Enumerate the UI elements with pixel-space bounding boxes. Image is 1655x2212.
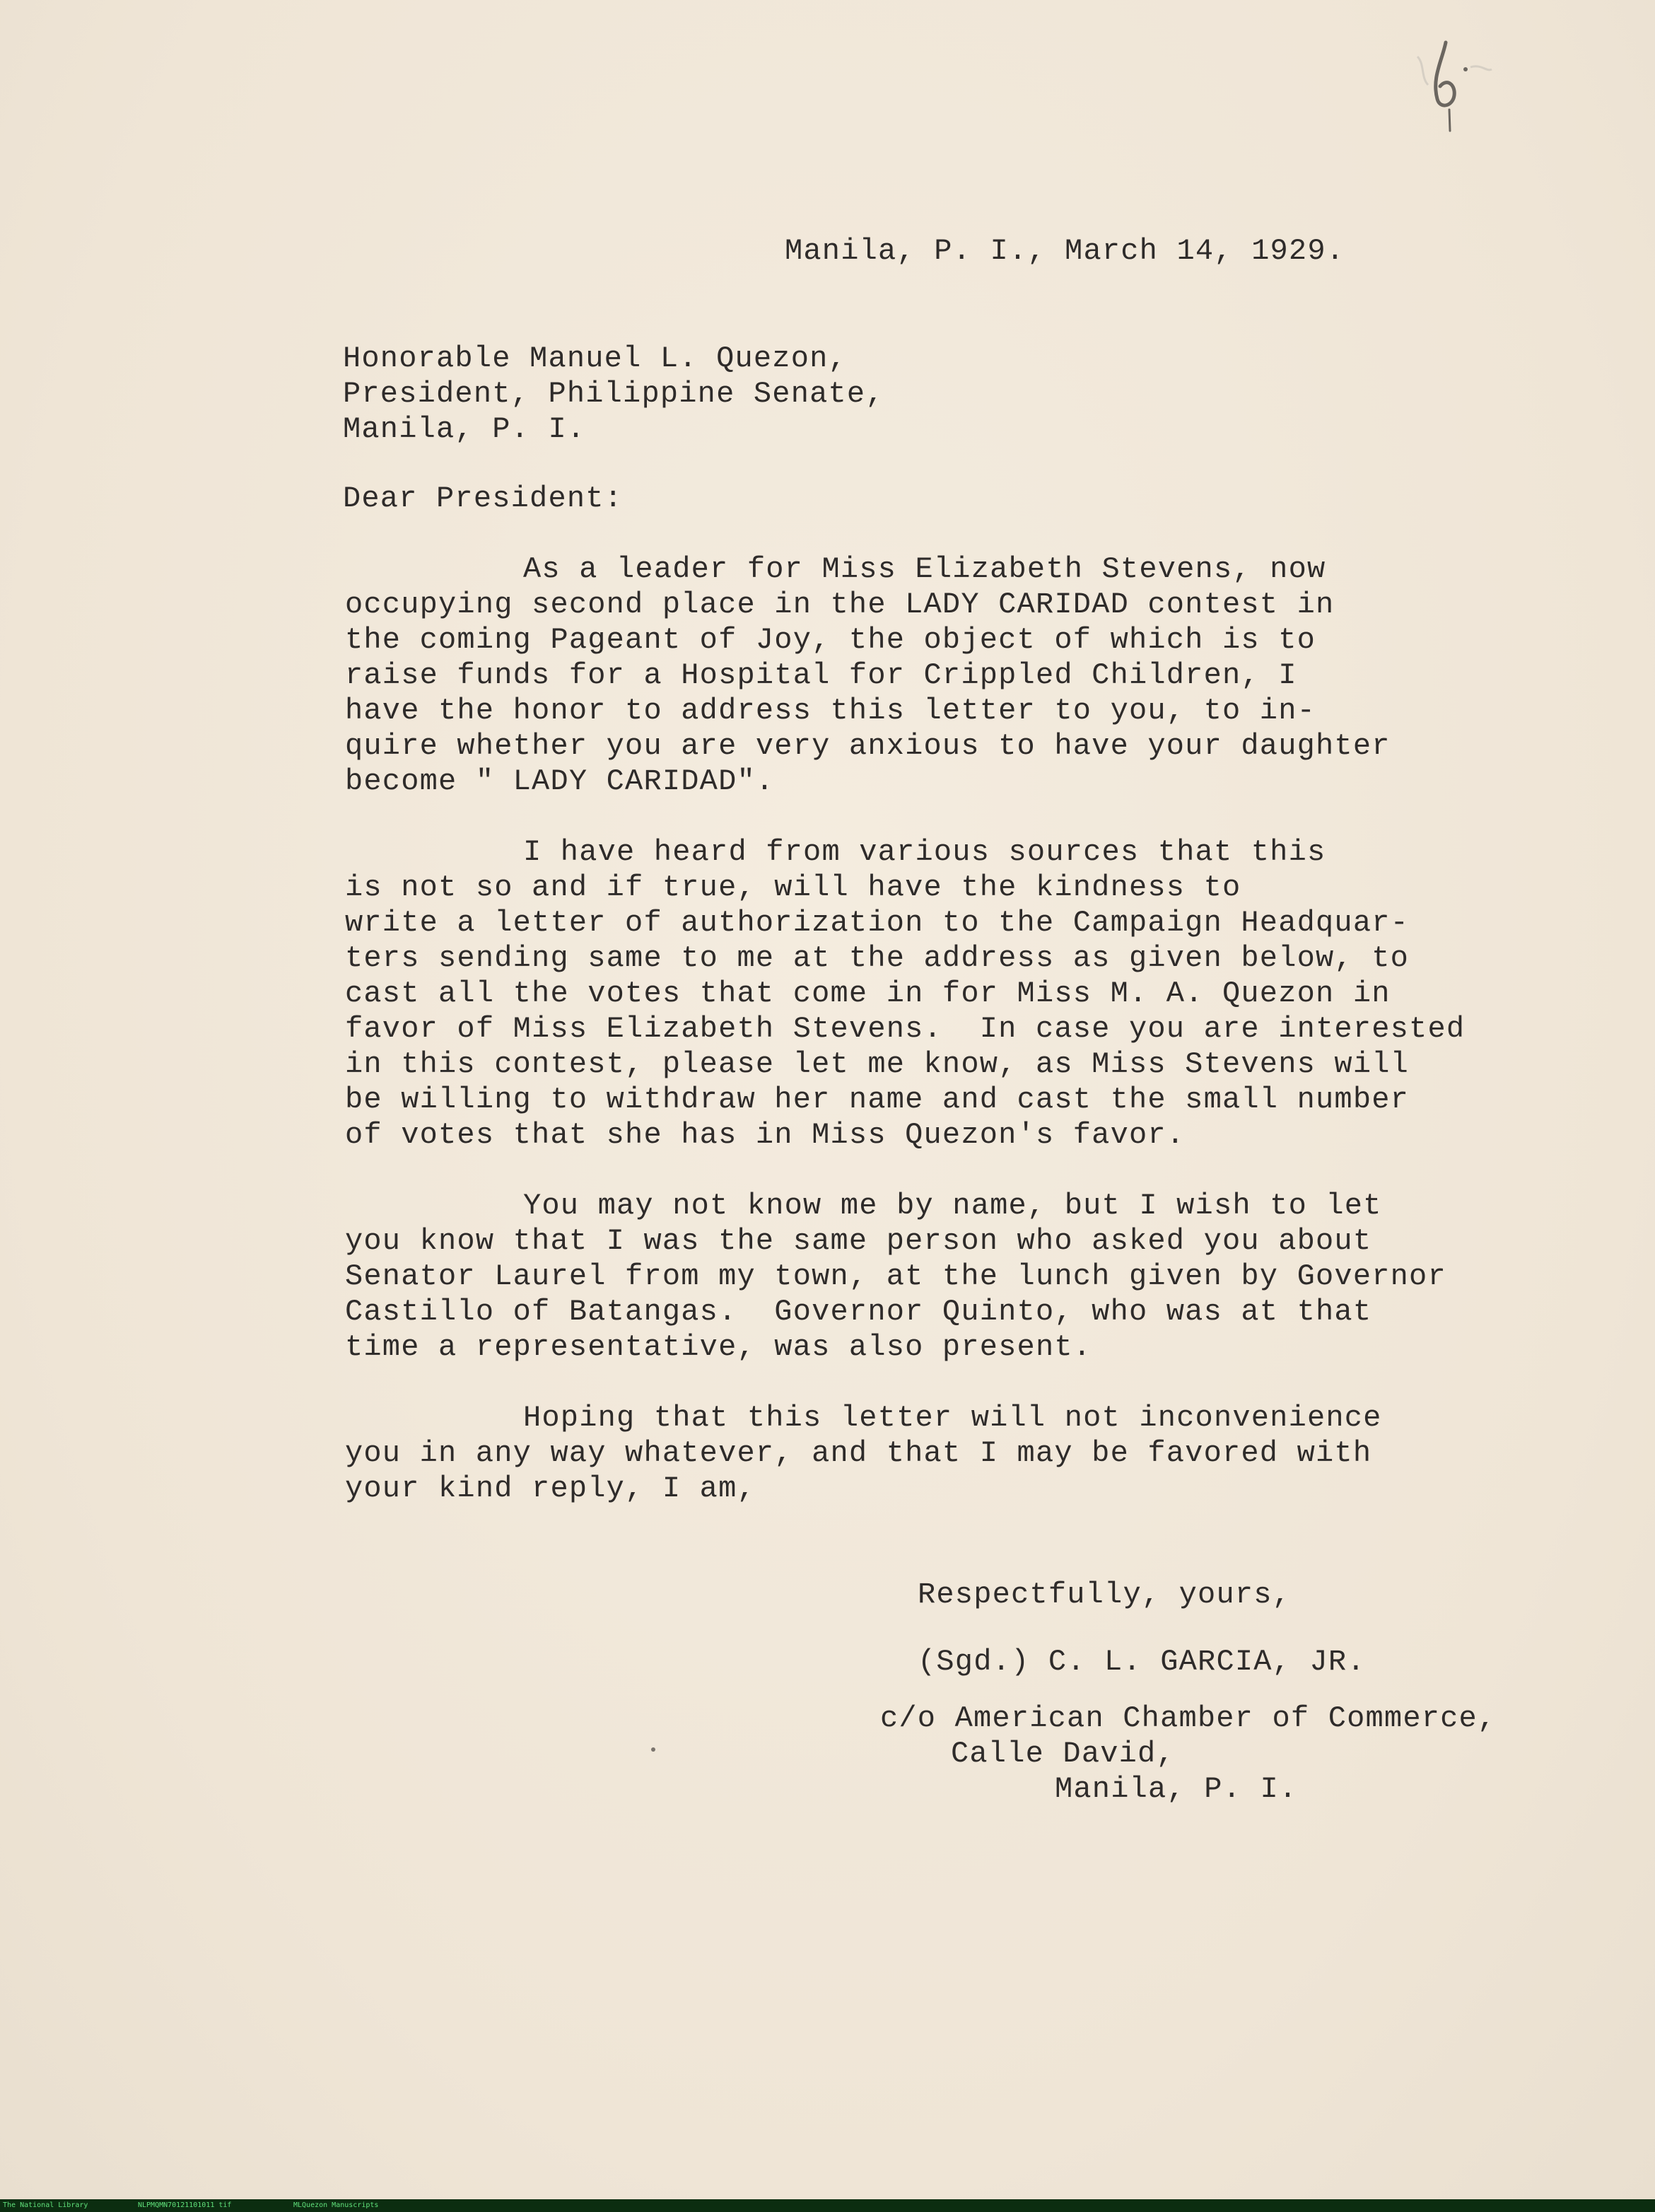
recipient-line: Manila, P. I. xyxy=(343,412,586,446)
letter-date: Manila, P. I., March 14, 1929. xyxy=(785,234,1345,268)
sender-address-line: Manila, P. I. xyxy=(1055,1772,1298,1806)
sender-address-line: Calle David, xyxy=(951,1737,1175,1771)
salutation: Dear President: xyxy=(343,482,624,516)
recipient-line: Honorable Manuel L. Quezon, xyxy=(343,342,847,376)
footer-file: NLPMQMN70121101011 tif xyxy=(138,2201,232,2209)
signature: (Sgd.) C. L. GARCIA, JR. xyxy=(918,1645,1366,1679)
paragraph-4-line: you in any way whatever, and that I may be favored with xyxy=(345,1436,1372,1470)
recipient-line: President, Philippine Senate, xyxy=(343,377,884,411)
paragraph-1-line: raise funds for a Hospital for Crippled Children, I xyxy=(345,658,1297,692)
paragraph-2-line: cast all the votes that come in for Miss M. A. Quezon in xyxy=(345,977,1391,1011)
ink-speck xyxy=(650,1747,656,1752)
paragraph-3-line: Senator Laurel from my town, at the lunch given by Governor xyxy=(345,1259,1446,1293)
paragraph-1-line: become " LADY CARIDAD". xyxy=(345,764,775,798)
paragraph-1-line: occupying second place in the LADY CARIDAD contest in xyxy=(345,588,1335,622)
paragraph-2-line: ters sending same to me at the address as given below, to xyxy=(345,941,1410,975)
footer-library: The National Library xyxy=(3,2201,88,2209)
paragraph-4-line: your kind reply, I am, xyxy=(345,1472,756,1506)
paragraph-3-line: You may not know me by name, but I wish to let xyxy=(523,1189,1382,1223)
paragraph-1-line: As a leader for Miss Elizabeth Stevens, now xyxy=(523,552,1326,586)
paragraph-3-line: time a representative, was also present. xyxy=(345,1330,1092,1364)
paragraph-1-line: have the honor to address this letter to you, to in- xyxy=(345,694,1316,728)
sender-address-line: c/o American Chamber of Commerce, xyxy=(880,1701,1497,1735)
archive-footer-bar xyxy=(0,2199,1655,2212)
paragraph-3-line: you know that I was the same person who asked you about xyxy=(345,1224,1372,1258)
paragraph-2-line: be willing to withdraw her name and cast the small number xyxy=(345,1083,1410,1117)
closing: Respectfully, yours, xyxy=(918,1578,1292,1612)
paragraph-2-line: in this contest, please let me know, as Miss Stevens will xyxy=(345,1047,1410,1081)
pencil-annotation-mark xyxy=(1403,28,1502,141)
paragraph-2-line: of votes that she has in Miss Quezon's favor. xyxy=(345,1118,1186,1152)
paragraph-2-line: is not so and if true, will have the kindness to xyxy=(345,871,1241,904)
footer-collection: MLQuezon Manuscripts xyxy=(293,2201,379,2209)
paragraph-2-line: favor of Miss Elizabeth Stevens. In case you are interested xyxy=(345,1012,1466,1046)
paragraph-1-line: quire whether you are very anxious to have your daughter xyxy=(345,729,1391,763)
paragraph-1-line: the coming Pageant of Joy, the object of which is to xyxy=(345,623,1316,657)
paragraph-4-line: Hoping that this letter will not inconvenience xyxy=(523,1401,1382,1435)
paragraph-2-line: I have heard from various sources that this xyxy=(523,835,1326,869)
paragraph-3-line: Castillo of Batangas. Governor Quinto, who was at that xyxy=(345,1295,1372,1329)
paragraph-2-line: write a letter of authorization to the Campaign Headquar- xyxy=(345,906,1410,940)
